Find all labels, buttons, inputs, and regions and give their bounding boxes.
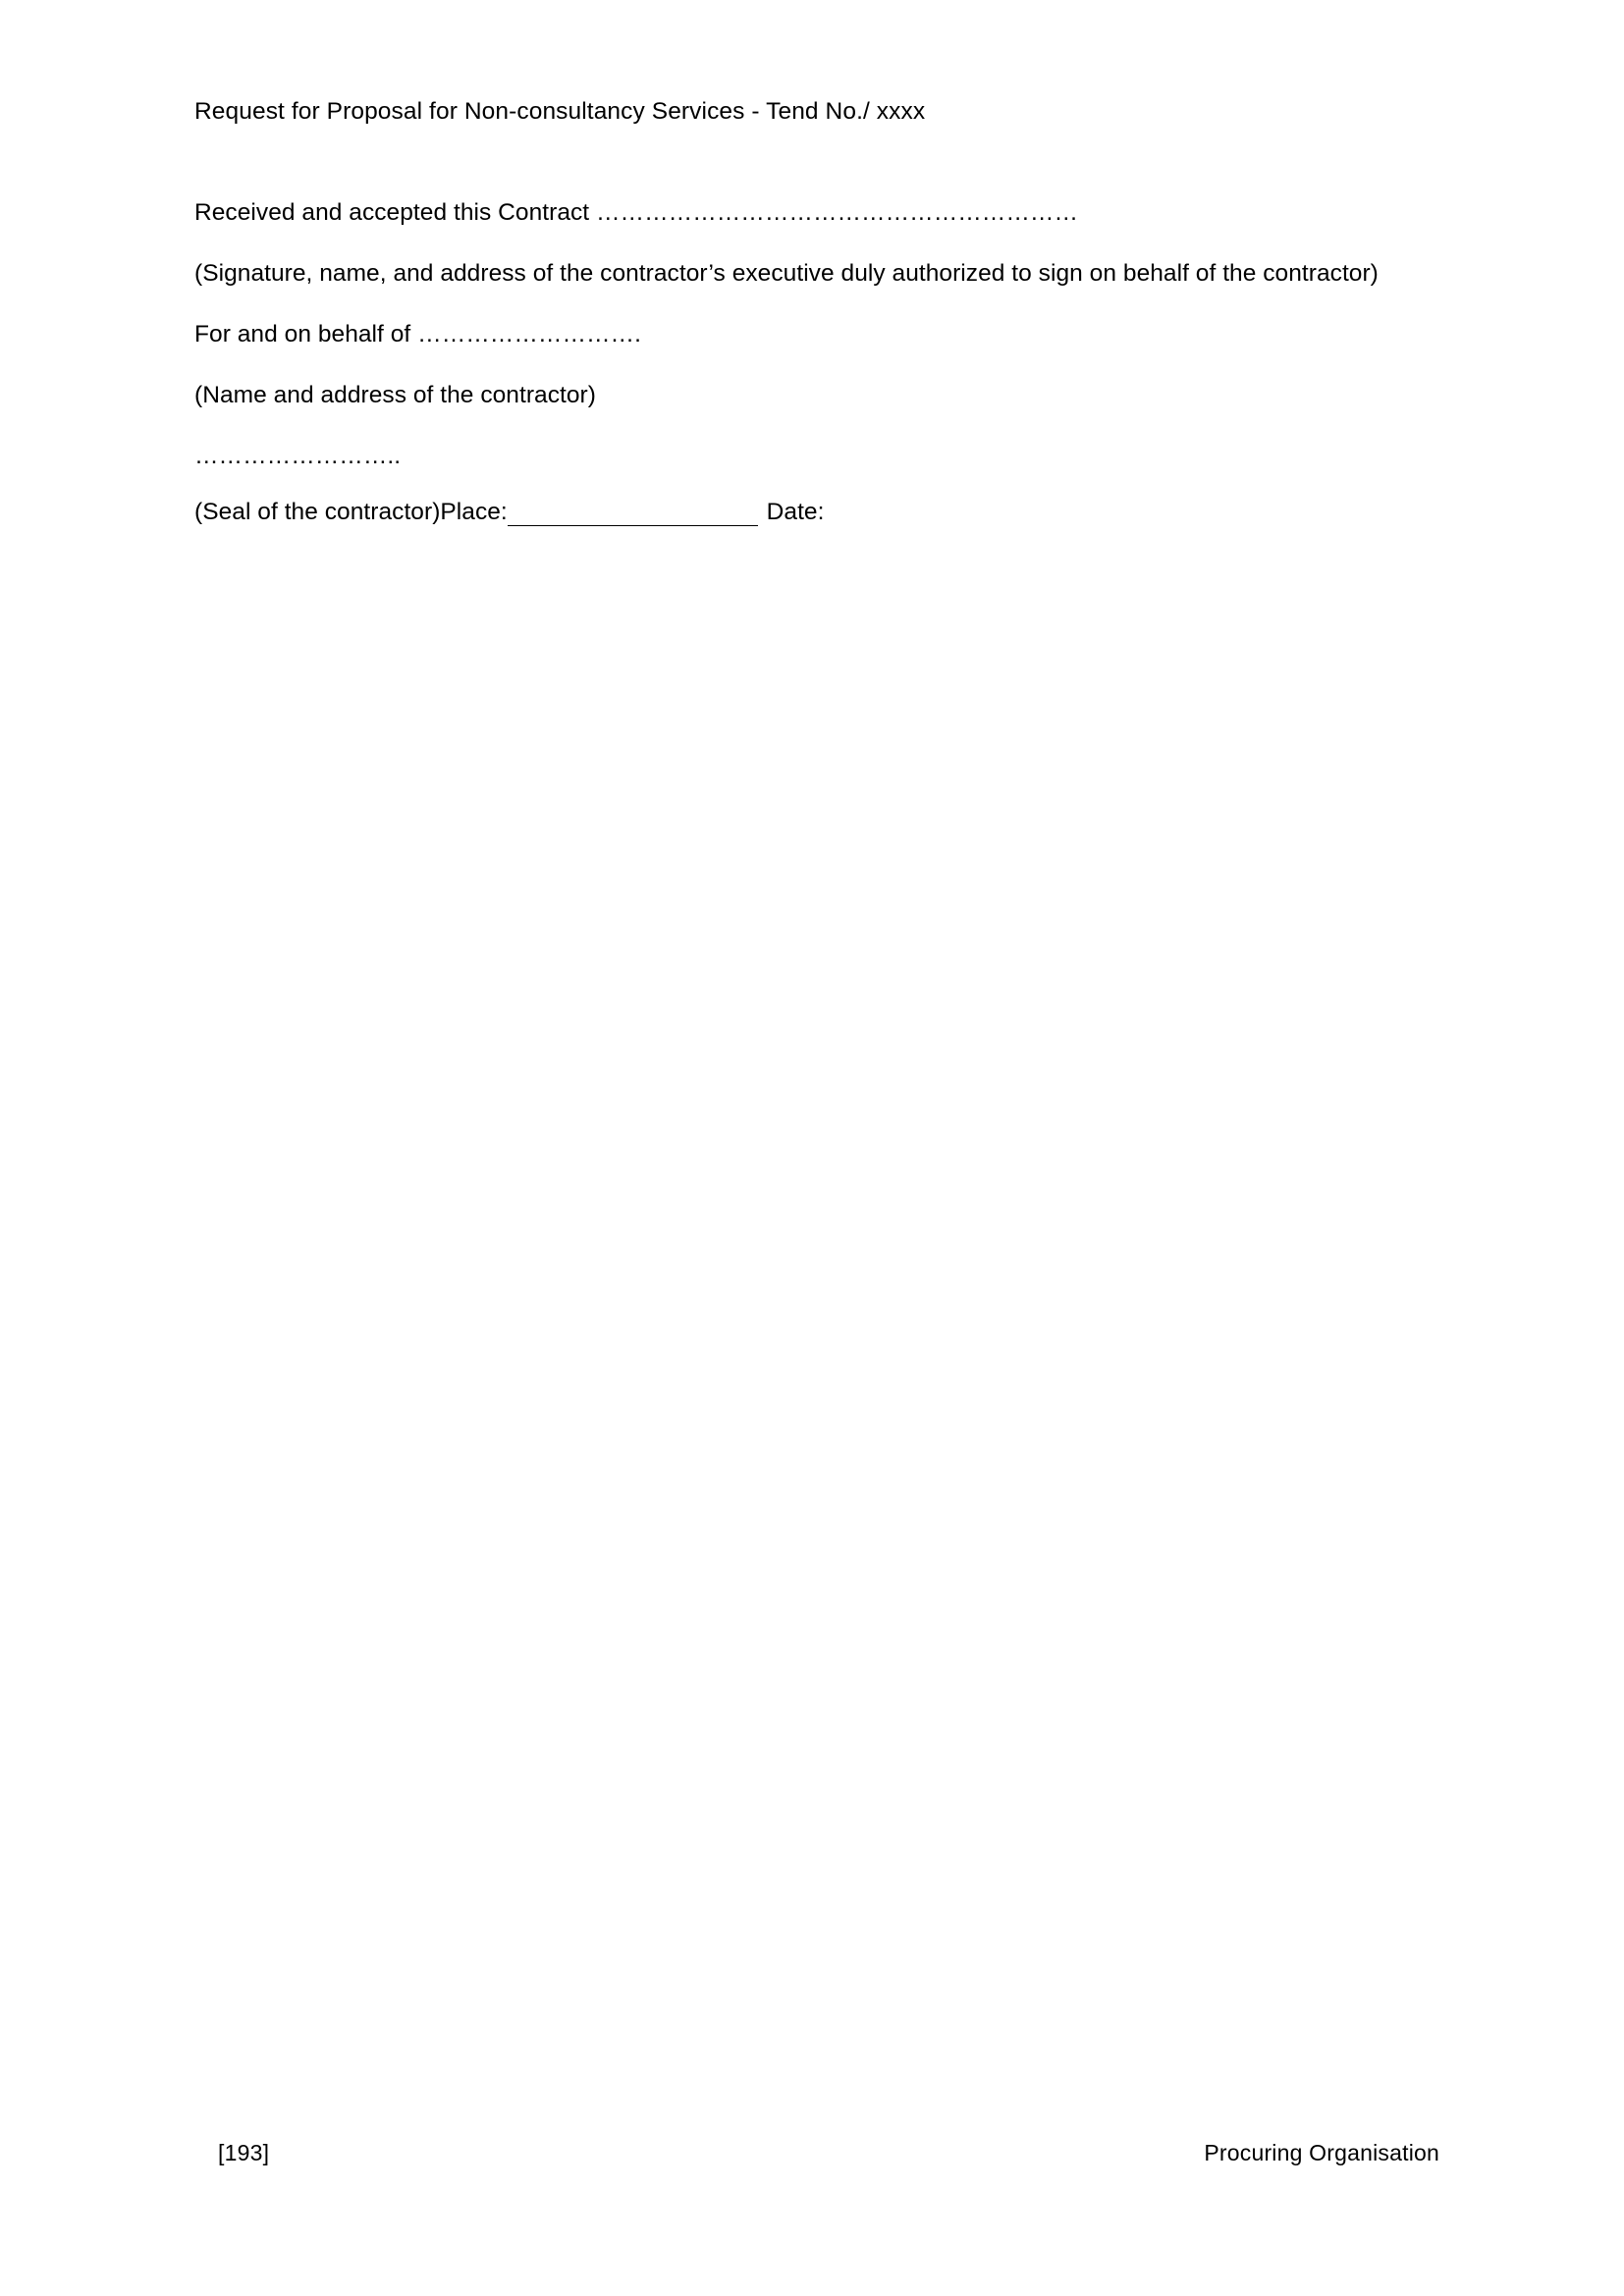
footer-organisation: Procuring Organisation bbox=[1204, 2140, 1439, 2165]
paragraph-received-accepted: Received and accepted this Contract …………………………………………………… bbox=[194, 199, 1079, 226]
paragraph-signature-note: (Signature, name, and address of the contractor’s executive duly authorized to sign on behalf of the contractor) bbox=[194, 259, 1379, 287]
document-body bbox=[194, 194, 1436, 551]
date-label: Date: bbox=[766, 499, 825, 526]
page-footer bbox=[0, 2140, 1624, 2179]
paragraph-dotted-line: …………………….. bbox=[194, 442, 402, 469]
page-header: Request for Proposal for Non-consultancy Services - Tend No./ xxxx bbox=[194, 98, 926, 125]
paragraph-name-address-note: (Name and address of the contractor) bbox=[194, 381, 596, 408]
footer-page-number: [193] bbox=[218, 2140, 270, 2165]
seal-place-label: (Seal of the contractor)Place: bbox=[194, 499, 508, 526]
place-blank-field[interactable] bbox=[508, 502, 758, 527]
paragraph-for-and-on-behalf: For and on behalf of ………………………. bbox=[194, 320, 641, 347]
seal-place-date-line bbox=[194, 499, 1436, 526]
